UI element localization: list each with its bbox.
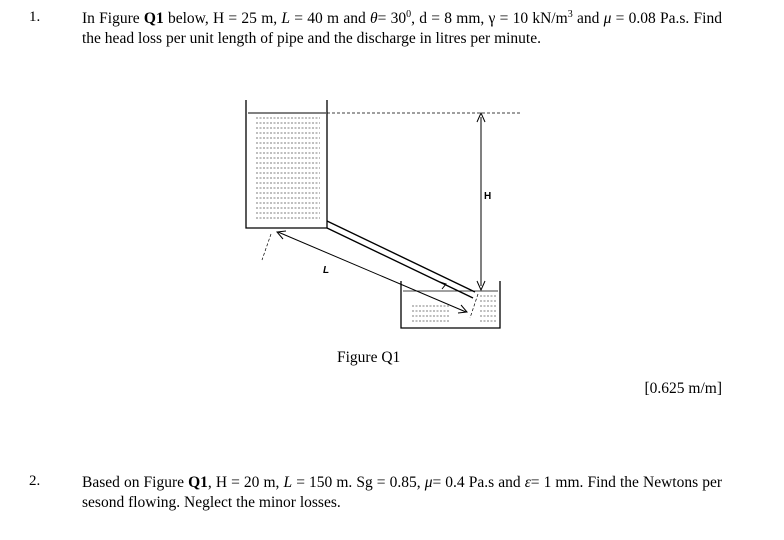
- question-1-number: 1.: [29, 9, 41, 25]
- label-L: L: [323, 265, 330, 276]
- pipe-lower-wall: [327, 228, 473, 298]
- q1-mu-symbol: μ: [603, 10, 612, 27]
- q2-figure-ref: Q1: [188, 474, 208, 491]
- q2-text-part5: = 1 mm. Find the Newtons per sesond flowing. Neglect the minor losses.: [82, 474, 722, 511]
- label-H: H: [484, 191, 492, 202]
- q2-text-part4: = 0.4 Pa.s and: [432, 474, 525, 491]
- q1-text-part4: = 30: [377, 10, 407, 27]
- question-2-number: 2.: [29, 473, 41, 489]
- q1-figure-ref: Q1: [143, 10, 164, 27]
- q1-text-part5: , d = 8 mm, γ = 10 kN/m: [411, 10, 568, 27]
- figure-caption: Figure Q1: [337, 349, 401, 366]
- L-dimension-line: [278, 232, 466, 312]
- q1-text-part1: In Figure: [82, 10, 144, 27]
- q1-text-part2: below, H = 25 m,: [163, 10, 282, 27]
- q1-theta-symbol: θ: [369, 10, 378, 27]
- q1-text-part6: and: [572, 10, 604, 27]
- question-2-text: [82, 473, 722, 513]
- q2-eps-symbol: ε: [524, 474, 531, 491]
- q2-text-part2: , H = 20 m,: [207, 474, 284, 491]
- upper-water-hatching: [256, 118, 320, 218]
- lower-water-hatching: [412, 296, 496, 321]
- q2-text-part1: Based on Figure: [82, 474, 189, 491]
- answer-q1: [0.625 m/m]: [644, 380, 722, 397]
- q2-mu-symbol: μ: [424, 474, 433, 491]
- q2-text-part3: = 150 m. Sg = 0.85,: [292, 474, 425, 491]
- q1-degree-sup: 0: [406, 8, 412, 20]
- upper-tank: [246, 100, 327, 228]
- L-extension-start: [262, 234, 271, 260]
- q1-L-symbol: L: [281, 10, 291, 27]
- q1-cube-sup: 3: [567, 8, 573, 20]
- q2-L-symbol: L: [283, 474, 293, 491]
- q1-text-part3: = 40 m and: [290, 10, 370, 27]
- q1-text-part7: = 0.08 Pa.s. Find the head loss per unit length of pipe and the discharge in litres per minute.: [82, 10, 722, 47]
